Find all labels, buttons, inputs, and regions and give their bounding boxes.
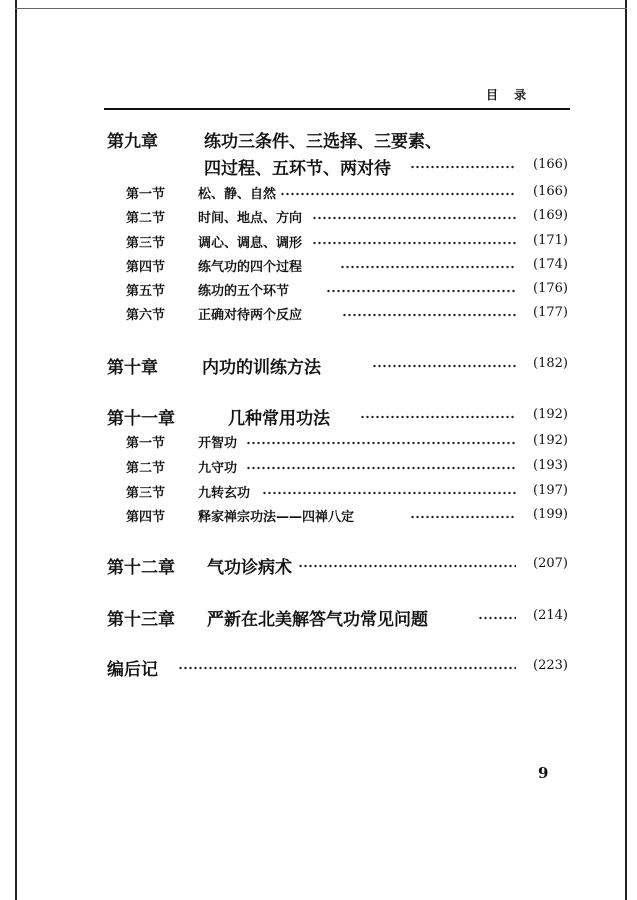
toc-afterword[interactable] xyxy=(0,654,637,678)
chapter-title-line1: 练功三条件、三选择、三要素、 xyxy=(204,132,442,152)
toc-section-9-5[interactable] xyxy=(0,277,637,301)
chapter-label: 第十三章 xyxy=(107,610,175,630)
toc-section-11-3[interactable] xyxy=(0,479,637,503)
chapter-title: 气功诊病术 xyxy=(207,558,292,578)
section-label: 第二节 xyxy=(126,211,166,226)
page-ref: (199) xyxy=(533,507,568,522)
section-title: 练功的五个环节 xyxy=(198,284,290,299)
section-title: 九守功 xyxy=(198,461,238,476)
page-ref: (171) xyxy=(533,233,568,248)
toc-section-9-3[interactable] xyxy=(0,229,637,253)
section-label: 第六节 xyxy=(126,308,166,323)
section-label: 第三节 xyxy=(126,486,166,501)
toc-chapter-12[interactable] xyxy=(0,552,637,576)
leader-dots xyxy=(342,313,516,317)
toc-section-9-2[interactable] xyxy=(0,204,637,228)
page-number: 9 xyxy=(538,764,549,782)
page-ref: (192) xyxy=(533,407,568,422)
section-title: 调心、调息、调形 xyxy=(198,236,303,251)
leader-dots xyxy=(312,241,516,245)
leader-dots xyxy=(340,265,516,269)
toc-chapter-11[interactable] xyxy=(0,403,637,427)
chapter-title: 内功的训练方法 xyxy=(202,358,321,378)
toc-chapter-10[interactable] xyxy=(0,352,637,376)
page-ref: (182) xyxy=(533,356,568,371)
section-title: 正确对待两个反应 xyxy=(198,308,303,323)
page-ref: (214) xyxy=(533,608,568,623)
leader-dots xyxy=(178,666,516,670)
leader-dots xyxy=(246,466,516,470)
section-label: 第一节 xyxy=(126,187,166,202)
leader-dots xyxy=(262,491,516,495)
leader-dots xyxy=(360,415,516,419)
chapter-label: 第九章 xyxy=(107,132,158,152)
leader-dots xyxy=(372,364,516,368)
leader-dots xyxy=(410,165,516,169)
leader-dots xyxy=(312,216,516,220)
section-label: 第四节 xyxy=(126,510,166,525)
leader-dots xyxy=(246,441,516,445)
chapter-title-line2: 四过程、五环节、两对待 xyxy=(204,159,391,179)
header-rule xyxy=(104,108,570,110)
page-ref: (176) xyxy=(533,281,568,296)
page-ref: (174) xyxy=(533,257,568,272)
leader-dots xyxy=(326,289,516,293)
leader-dots xyxy=(478,616,516,620)
section-label: 第四节 xyxy=(126,260,166,275)
page-ref: (166) xyxy=(533,157,568,172)
page-ref: (177) xyxy=(533,305,568,320)
toc-section-11-2[interactable] xyxy=(0,454,637,478)
page-ref: (223) xyxy=(533,658,568,673)
leader-dots xyxy=(280,192,516,196)
section-label: 第五节 xyxy=(126,284,166,299)
section-title: 时间、地点、方向 xyxy=(198,211,303,226)
page-ref: (197) xyxy=(533,483,568,498)
section-label: 第三节 xyxy=(126,236,166,251)
section-title: 练气功的四个过程 xyxy=(198,260,303,275)
section-title: 松、静、自然 xyxy=(198,187,277,202)
toc-section-9-6[interactable] xyxy=(0,301,637,325)
toc-section-11-4[interactable] xyxy=(0,503,637,527)
toc-chapter-9-line2[interactable] xyxy=(0,153,637,177)
toc-section-9-4[interactable] xyxy=(0,253,637,277)
section-label: 第一节 xyxy=(126,436,166,451)
page-ref: (166) xyxy=(533,184,568,199)
chapter-label: 第十章 xyxy=(107,358,158,378)
toc-section-11-1[interactable] xyxy=(0,429,637,453)
section-title: 释家禅宗功法——四禅八定 xyxy=(198,510,355,525)
section-label: 第二节 xyxy=(126,461,166,476)
toc-section-9-1[interactable] xyxy=(0,180,637,204)
afterword-label: 编后记 xyxy=(107,660,158,680)
leader-dots xyxy=(410,515,516,519)
section-title: 开智功 xyxy=(198,436,238,451)
chapter-title: 严新在北美解答气功常见问题 xyxy=(207,610,428,630)
page-top-edge xyxy=(15,8,627,9)
page-ref: (207) xyxy=(533,556,568,571)
running-header-title: 目 录 xyxy=(486,88,533,102)
page-ref: (193) xyxy=(533,458,568,473)
page-ref: (169) xyxy=(533,208,568,223)
leader-dots xyxy=(298,564,516,568)
section-title: 九转玄功 xyxy=(198,486,251,501)
chapter-label: 第十二章 xyxy=(107,558,175,578)
chapter-title: 几种常用功法 xyxy=(228,409,330,429)
toc-chapter-9[interactable] xyxy=(0,126,637,150)
toc-chapter-13[interactable] xyxy=(0,604,637,628)
page-ref: (192) xyxy=(533,433,568,448)
chapter-label: 第十一章 xyxy=(107,409,175,429)
